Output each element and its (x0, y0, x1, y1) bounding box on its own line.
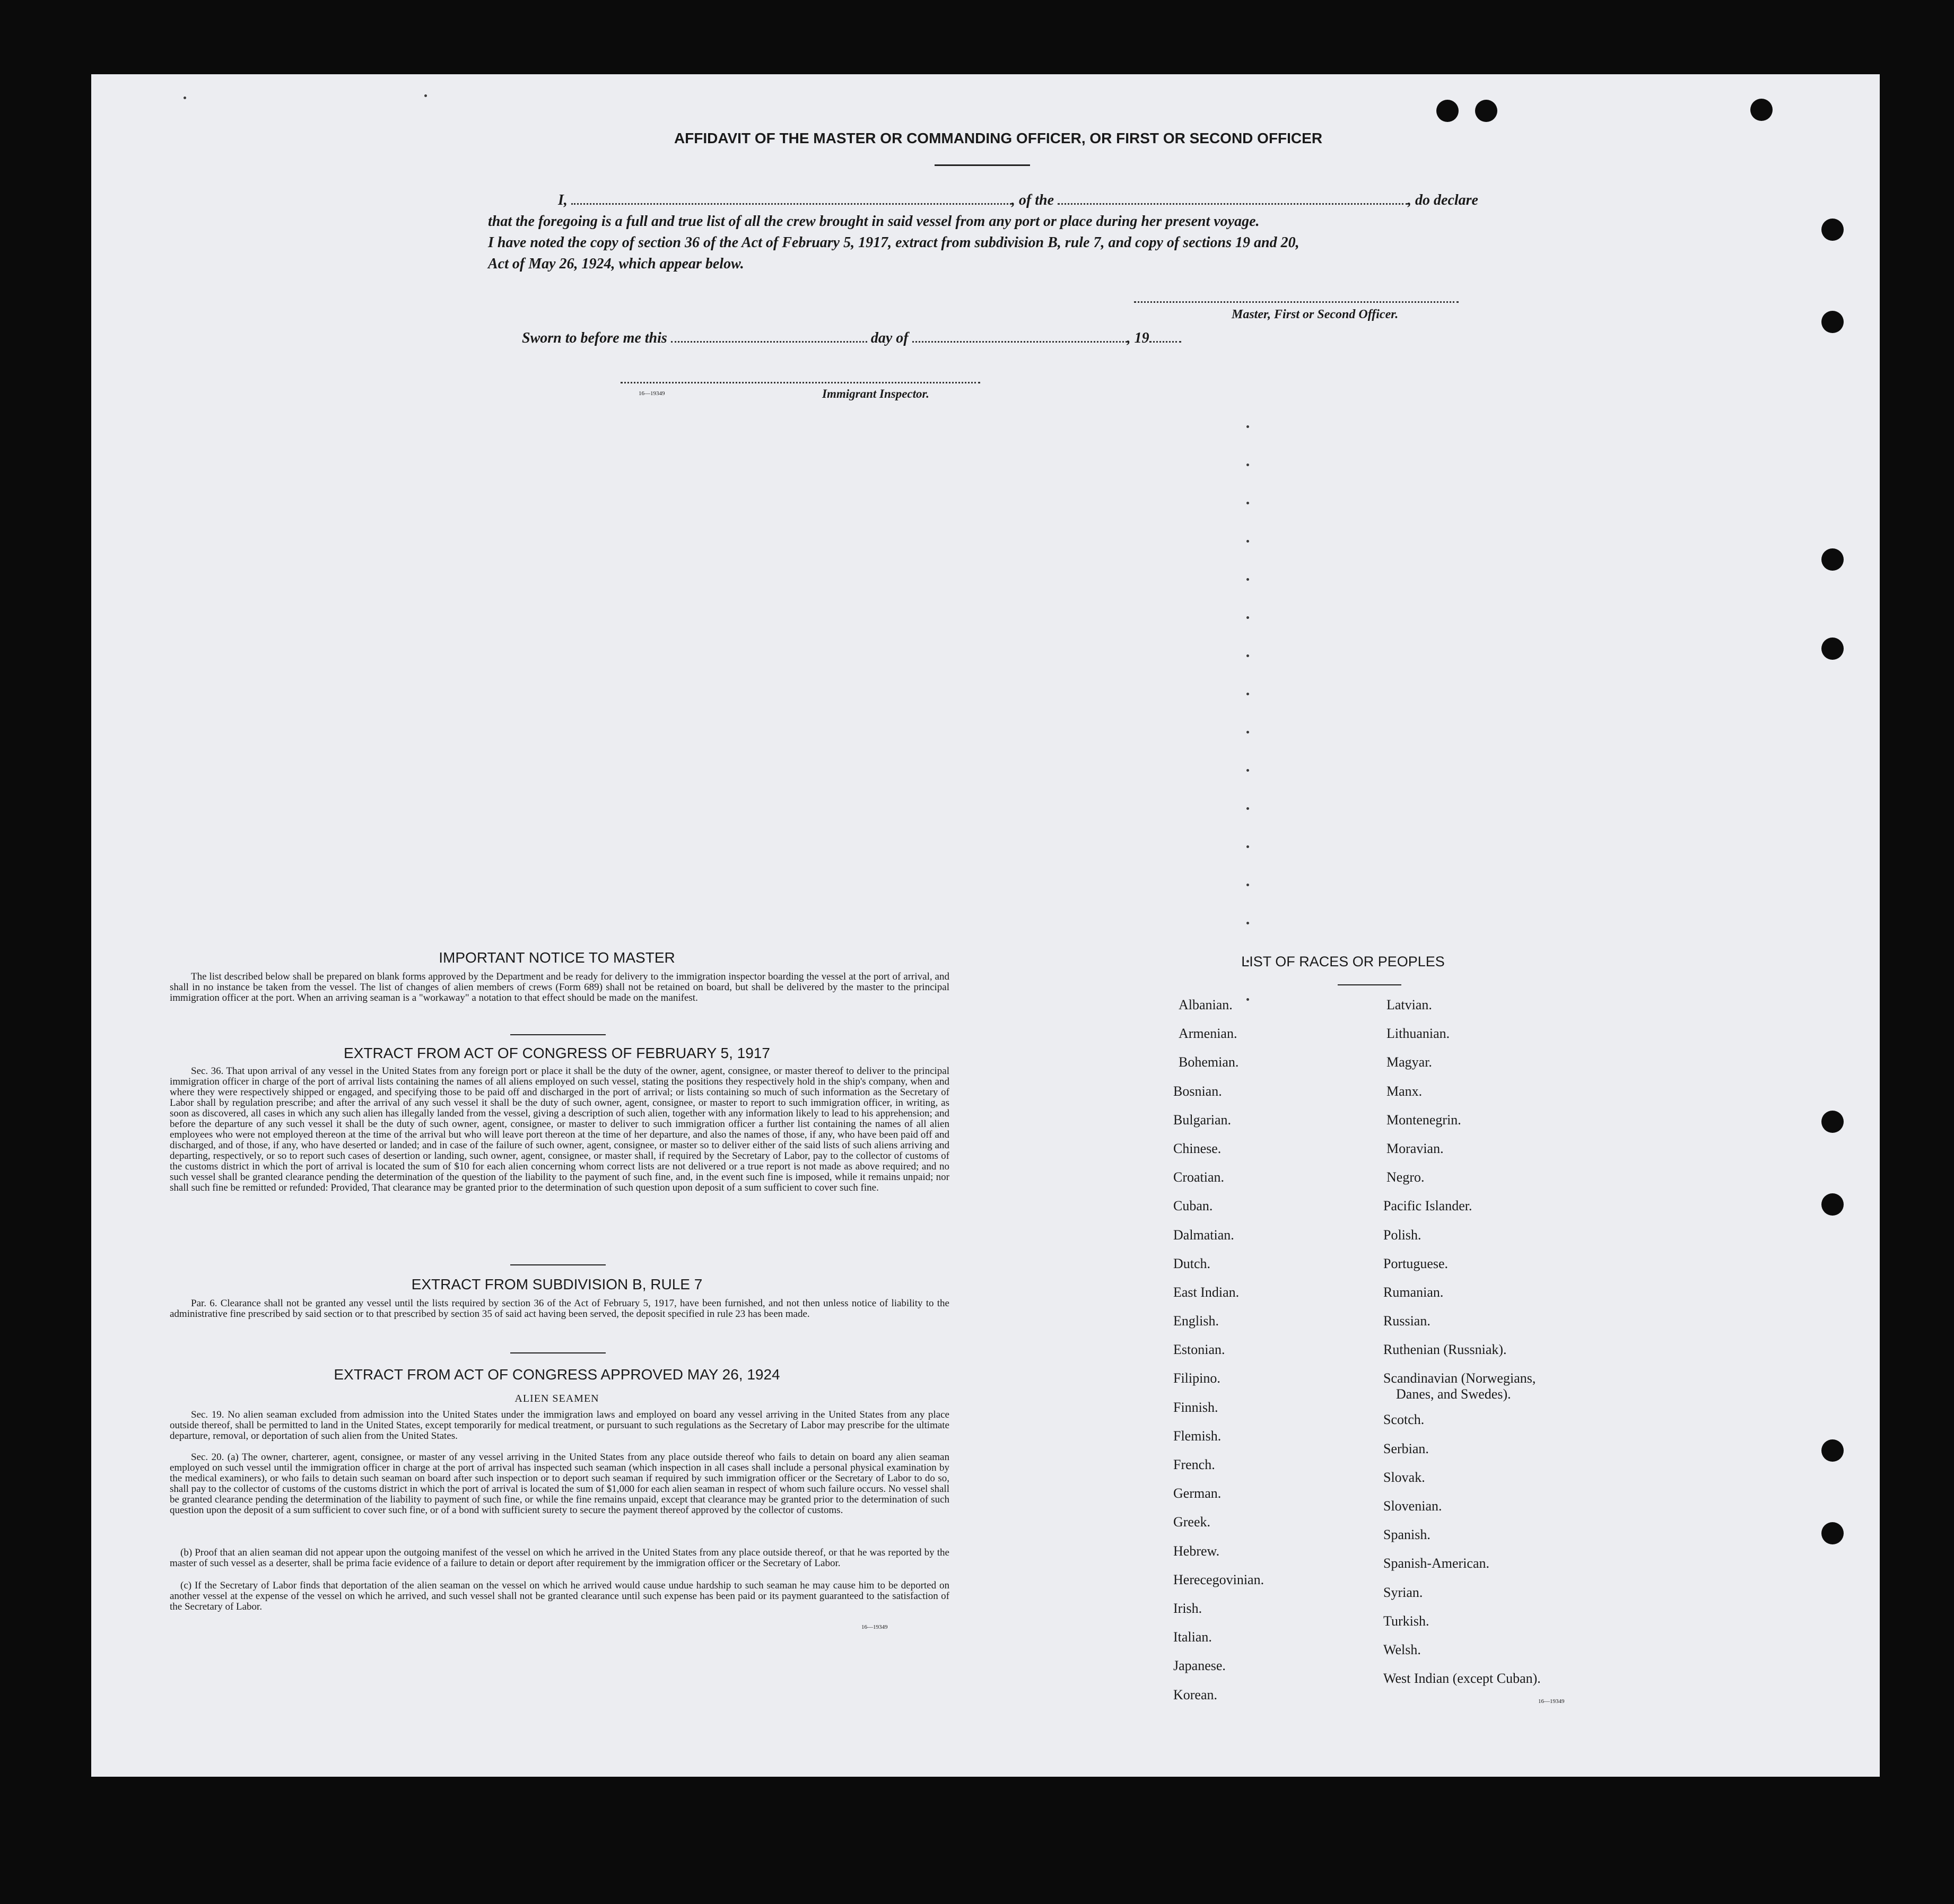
race-item: Bosnian. (1173, 1083, 1222, 1099)
race-item: Slovak. (1383, 1469, 1425, 1485)
race-item: Serbian. (1383, 1440, 1429, 1456)
race-item: Korean. (1173, 1687, 1218, 1702)
name-blank[interactable] (571, 203, 1011, 205)
do-declare-label: , do declare (1408, 192, 1478, 208)
affidavit-i: I, (558, 192, 568, 208)
day-of-label: day of (870, 330, 909, 346)
race-item: Dalmatian. (1173, 1227, 1234, 1243)
sworn-line (522, 330, 1181, 347)
races-left-column (1173, 997, 1364, 1716)
race-item: Lithuanian. (1386, 1026, 1450, 1042)
extract-1924-sec20a: Sec. 20. (a) The owner, charterer, agent, consignee, or master of any vessel arriving in the United States from any place outside thereof who fails to detain on board any alien seaman employed on such vessel until the immigration officer in charge at the port of arrival has inspected such seaman (which inspection in all cases shall include a personal physical examination by the medical examiners), or who fails to detain such seaman on board after such inspection or to deport such seaman if required by such immigration officer or the Secretary of Labor to do so, shall pay to the collector of customs of the customs district in which the port of arrival is located the sum of $1,000 for each alien seaman in respect of whom such failure occurs. No vessel shall be granted clearance pending the determination of the liability to payment of such fine, or while the fine remains unpaid, except that clearance may be granted prior to the determination of such question upon the deposit of a sum sufficient to cover such fine, or of a bond with sufficient surety to secure the payment thereof approved by the collector of customs. (170, 1452, 949, 1516)
races-title: LIST OF RACES OR PEOPLES (1241, 954, 1445, 970)
race-item: English. (1173, 1313, 1219, 1329)
race-item: Bulgarian. (1173, 1112, 1232, 1128)
punch-hole (1750, 99, 1773, 121)
affidavit-title: AFFIDAVIT OF THE MASTER OR COMMANDING OFFICER, OR FIRST OR SECOND OFFICER (674, 130, 1323, 146)
form-number: 16—19349 (1538, 1698, 1565, 1705)
race-item: Armenian. (1179, 1026, 1237, 1042)
divider (1338, 984, 1401, 985)
race-item: Pacific Islander. (1383, 1198, 1472, 1214)
races-right-column (1383, 997, 1680, 1699)
extract-rule7-title: EXTRACT FROM SUBDIVISION B, RULE 7 (411, 1276, 703, 1292)
punch-hole (1821, 1111, 1844, 1133)
affidavit-line-3: I have noted the copy of section 36 of the Act of February 5, 1917, extract from subdivision B, rule 7, and copy of sections 19 and 20, (488, 234, 1299, 251)
race-item: Hebrew. (1173, 1543, 1220, 1559)
race-item: Estonian. (1173, 1342, 1225, 1358)
race-item: Scandinavian (Norwegians, (1383, 1370, 1536, 1386)
race-item: Welsh. (1383, 1641, 1421, 1657)
sworn-month-blank[interactable] (912, 341, 1127, 343)
race-item: Italian. (1173, 1629, 1212, 1645)
divider (510, 1352, 606, 1353)
race-item: Montenegrin. (1386, 1112, 1461, 1128)
race-item: Filipino. (1173, 1370, 1220, 1386)
extract-1917-title: EXTRACT FROM ACT OF CONGRESS OF FEBRUARY 5, 1917 (344, 1045, 770, 1061)
race-item: Latvian. (1386, 997, 1432, 1012)
sworn-day-blank[interactable] (671, 341, 867, 343)
race-item: German. (1173, 1486, 1222, 1501)
race-item: Cuban. (1173, 1198, 1213, 1214)
race-item: Japanese. (1173, 1658, 1226, 1674)
race-item: Moravian. (1386, 1140, 1444, 1156)
manifest-page (91, 74, 1880, 1777)
divider (935, 164, 1030, 166)
master-signature-label: Master, First or Second Officer. (1232, 308, 1399, 321)
notice-body: The list described below shall be prepared on blank forms approved by the Department and be ready for delivery to the immigration inspector boarding the vessel at the port of arrival, and shall in no instance be taken from the vessel. The list of changes of alien members of crews (Form 689) shall not be retained on board, but shall be delivered by the master to the principal immigration officer at the port. When an arriving seaman is a "workaway" a notation to that effect should be made on the manifest. (170, 971, 949, 1003)
race-item: Irish. (1173, 1600, 1202, 1616)
race-item: Spanish-American. (1383, 1556, 1490, 1571)
race-item: Greek. (1173, 1514, 1211, 1530)
punch-hole (1821, 219, 1844, 241)
race-item: Russian. (1383, 1313, 1430, 1329)
race-item: Slovenian. (1383, 1498, 1442, 1514)
divider (510, 1264, 606, 1265)
extract-rule7-body: Par. 6. Clearance shall not be granted any vessel until the lists required by section 36 of the Act of February 5, 1917, have been furnished, and not then unless notice of liability to the administrative fine prescribed by said section or to that prescribed by section 35 of said act having been served, the deposit specified in rule 23 has been made. (170, 1298, 949, 1320)
race-item: Polish. (1383, 1227, 1421, 1243)
race-item: East Indian. (1173, 1284, 1240, 1300)
punch-hole (1821, 311, 1844, 333)
punch-hole (1821, 1193, 1844, 1216)
race-item: Ruthenian (Russniak). (1383, 1342, 1507, 1358)
notice-title: IMPORTANT NOTICE TO MASTER (439, 949, 675, 966)
sworn-prefix: Sworn to before me this (522, 330, 667, 346)
punch-hole (1436, 100, 1459, 122)
extract-1924-title: EXTRACT FROM ACT OF CONGRESS APPROVED MAY 26, 1924 (334, 1366, 780, 1383)
affidavit-line-1 (522, 192, 1478, 209)
extract-1924-sec20b: (b) Proof that an alien seaman did not appear upon the outgoing manifest of the vessel on which he arrived in the United States from any place outside thereof, or that he was reported by the master of such vessel as a deserter, shall be prima facie evidence of a failure to detain or deport after requirement by the immigration officer or the Secretary of Labor. (170, 1547, 949, 1569)
extract-1924-subtitle: ALIEN SEAMEN (514, 1393, 599, 1404)
master-signature-line[interactable] (1134, 301, 1459, 303)
punch-hole (1821, 637, 1844, 660)
race-item: Herecegovinian. (1173, 1571, 1264, 1587)
inspector-label: Immigrant Inspector. (822, 387, 929, 400)
race-item: Albanian. (1179, 997, 1233, 1012)
form-number: 16—19349 (861, 1624, 888, 1630)
race-item: Manx. (1386, 1083, 1423, 1099)
extract-1924-sec19: Sec. 19. No alien seaman excluded from admission into the United States under the immigration laws and employed on board any vessel arriving in the United States from any place outside thereof, shall be permitted to land in the United States, except temporarily for medical treatment, or pursuant to such regulations as the Secretary of Labor may prescribe for the ultimate departure, removal, or deportation of such alien from the United States. (170, 1409, 949, 1442)
race-item: French. (1173, 1457, 1215, 1472)
race-item: Syrian. (1383, 1584, 1423, 1600)
race-item: Magyar. (1386, 1054, 1432, 1070)
punch-hole (1821, 548, 1844, 571)
extract-1917-body: Sec. 36. That upon arrival of any vessel in the United States from any foreign port or place it shall be the duty of the owner, agent, consignee, or master thereof to deliver to the principal immigration officer in charge of the port of arrival lists containing the names of all aliens employed on such vessel, stating the positions they respectively hold in the ship's company, when and where they were respectively shipped or engaged, and specifying those to be paid off and discharged in the port of arrival; or lists containing so much of such information as the Secretary of Labor shall by regulation prescribe; and after the arrival of any such vessel it shall be the duty of such owner, agent, consignee, or master to report to such immigration officer, in writing, as soon as discovered, all cases in which any such alien has illegally landed from the vessel, giving a description of such alien, together with any information likely to lead to his apprehension; and before the departure of any such vessel it shall be the duty of such owner, agent, consignee, or master to deliver to such immigration officer a further list containing the names of all alien employees who were not employed thereon at the time of the arrival but who will leave port thereon at the time of her departure, and also the names of those, if any, who have been paid off and discharged, and of those, if any, who have deserted or landed; and in case of the failure of such owner, agent, consignee, or master so to deliver either of the said lists of such aliens arriving and departing, respectively, or so to report such cases of desertion or landing, such owner, agent, consignee, or master shall, if required by the Secretary of Labor, pay to the collector of customs of the customs district in which the port of arrival is located the sum of $10 for each alien concerning whom correct lists are not delivered or a true report is not made as above required; and no such vessel shall be granted clearance pending the determination of the question of the liability to the payment of such fine, and, in the event such fine is imposed, while it remains unpaid; nor shall such fine be remitted or refunded: Provided, That clearance may be granted prior to the determination of such question upon deposit of a sum sufficient to cover such fine. (170, 1065, 949, 1193)
vessel-blank[interactable] (1058, 203, 1408, 205)
race-item: Bohemian. (1179, 1054, 1239, 1070)
race-item: Flemish. (1173, 1428, 1222, 1444)
extract-1924-sec20c: (c) If the Secretary of Labor finds that deportation of the alien seaman on the vessel on which he arrived would cause undue hardship to such seaman he may cause him to be deported on another vessel at the expense of the vessel on which he arrived, and such vessel shall not be granted clearance until such expense has been paid or its payment guaranteed to the satisfaction of the Secretary of Labor. (170, 1580, 949, 1612)
divider (510, 1034, 606, 1035)
sworn-year-blank[interactable] (1149, 341, 1181, 343)
year-prefix: , 19 (1127, 330, 1149, 346)
race-item: Scotch. (1383, 1412, 1425, 1428)
race-item: Finnish. (1173, 1399, 1218, 1415)
race-item: Rumanian. (1383, 1284, 1444, 1300)
race-item: Spanish. (1383, 1527, 1430, 1543)
race-item: Chinese. (1173, 1140, 1222, 1156)
affidavit-line-2: that the foregoing is a full and true list of all the crew brought in said vessel from any port or place during her present voyage. (488, 213, 1260, 230)
race-item: Turkish. (1383, 1613, 1429, 1629)
punch-hole (1475, 100, 1497, 122)
punch-hole (1821, 1439, 1844, 1462)
race-item: West Indian (except Cuban). (1383, 1671, 1541, 1687)
race-item: Croatian. (1173, 1169, 1225, 1185)
form-number: 16—19349 (639, 390, 665, 397)
race-item: Danes, and Swedes). (1396, 1386, 1511, 1402)
affidavit-line-4: Act of May 26, 1924, which appear below. (488, 256, 744, 272)
race-item: Dutch. (1173, 1255, 1211, 1271)
punch-hole (1821, 1522, 1844, 1544)
of-the-label: , of the (1011, 192, 1054, 208)
inspector-signature-line[interactable] (621, 382, 980, 383)
race-item: Portuguese. (1383, 1255, 1449, 1271)
race-item: Negro. (1386, 1169, 1425, 1185)
